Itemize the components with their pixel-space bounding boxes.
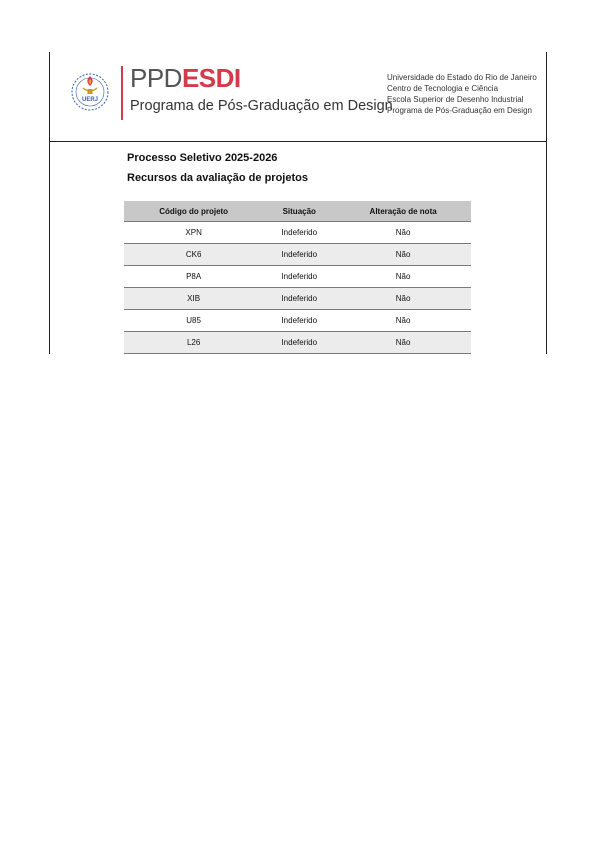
cell-project-code: P8A [124,266,263,288]
cell-grade-change: Não [335,310,471,332]
page-border-right [546,52,547,354]
cell-grade-change: Não [335,244,471,266]
table-row [124,222,471,244]
cell-project-code: XPN [124,222,263,244]
program-name: Programa de Pós-Graduação em Design [130,98,393,114]
institution-line: Centro de Tecnologia e Ciência [387,84,499,93]
results-table [124,201,471,354]
institution-line: Universidade do Estado do Rio de Janeiro [387,73,537,82]
cell-grade-change: Não [335,288,471,310]
cell-project-code: XIB [124,288,263,310]
cell-project-code: U85 [124,310,263,332]
institution-block [387,72,537,116]
institution-line: Escola Superior de Desenho Industrial [387,95,524,104]
table-row [124,244,471,266]
table-row [124,310,471,332]
brand-accent-bar [121,66,123,120]
cell-status: Indeferido [263,222,335,244]
cell-status: Indeferido [263,310,335,332]
cell-status: Indeferido [263,332,335,354]
seal-text: UERJ [81,97,99,103]
table-row [124,288,471,310]
cell-status: Indeferido [263,266,335,288]
cell-grade-change: Não [335,222,471,244]
column-header-grade-change: Alteração de nota [335,201,471,222]
cell-grade-change: Não [335,266,471,288]
institution-line: Programa de Pós-Graduação em Design [387,106,532,115]
column-header-status: Situação [263,201,335,222]
brand-logotype [130,63,241,93]
brand-prefix: PPD [130,63,182,93]
column-header-project-code: Código do projeto [124,201,263,222]
cell-status: Indeferido [263,288,335,310]
table-header-row [124,201,471,222]
uerj-seal-logo [70,68,110,116]
document-subtitle: Recursos da avaliação de projetos [127,172,308,184]
table-row [124,332,471,354]
document-title: Processo Seletivo 2025-2026 [127,152,278,164]
cell-project-code: CK6 [124,244,263,266]
cell-grade-change: Não [335,332,471,354]
header-divider [49,141,547,142]
brand-highlight: ESDI [181,63,241,93]
cell-status: Indeferido [263,244,335,266]
cell-project-code: L26 [124,332,263,354]
page-border-left [49,52,50,354]
table-row [124,266,471,288]
